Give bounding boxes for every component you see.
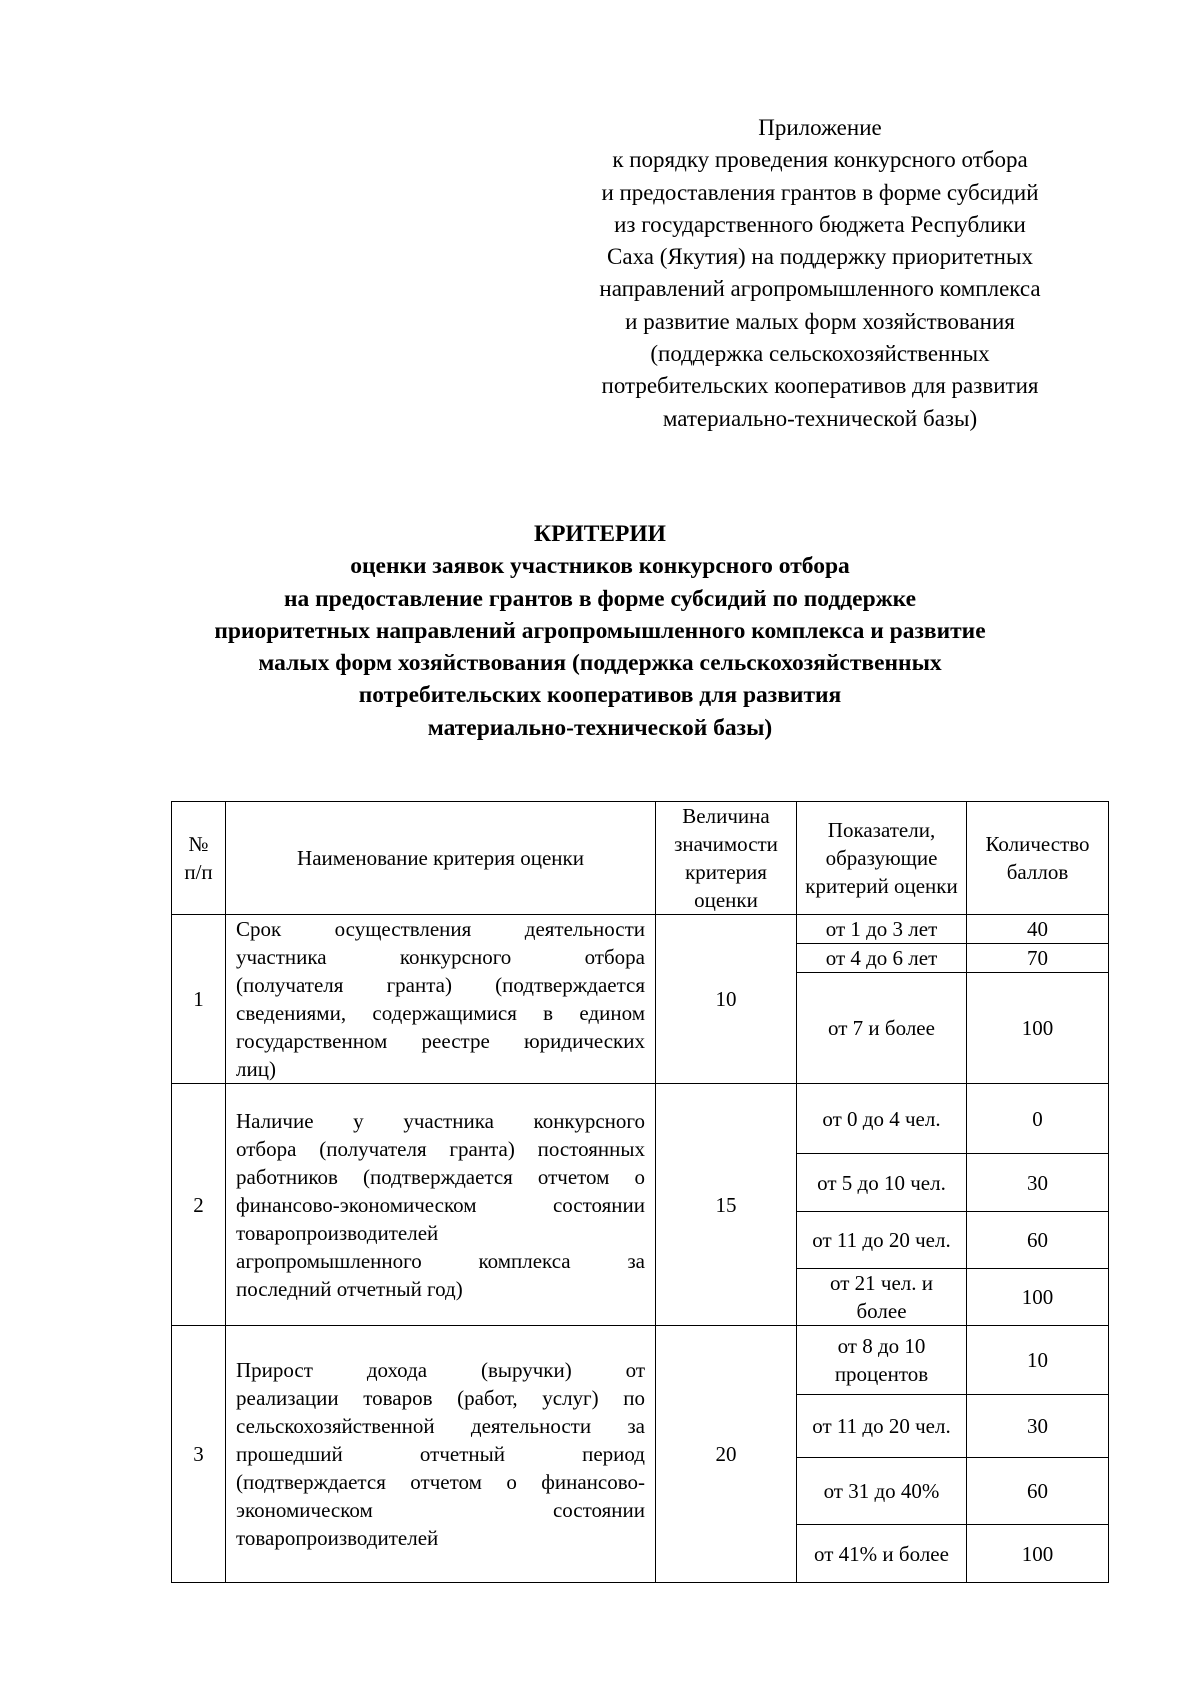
indicator-label: от 31 до 40% bbox=[797, 1458, 967, 1525]
table-header-row bbox=[172, 802, 1109, 915]
appendix-line: и развитие малых форм хозяйствования bbox=[625, 308, 1015, 334]
indicator-label: от 8 до 10 процентов bbox=[797, 1326, 967, 1395]
row-num: 2 bbox=[172, 1084, 226, 1326]
criterion-line: участника конкурсного отбора bbox=[236, 945, 645, 969]
title-line: приоритетных направлений агропромышленного комплекса и развитие bbox=[214, 617, 986, 644]
indicator-points: 70 bbox=[967, 944, 1109, 973]
indicator-label: от 4 до 6 лет bbox=[797, 944, 967, 973]
header-name: Наименование критерия оценки bbox=[226, 802, 656, 915]
indicator-points: 60 bbox=[967, 1458, 1109, 1525]
title-line: малых форм хозяйствования (поддержка сельскохозяйственных bbox=[258, 650, 942, 677]
title-line: на предоставление грантов в форме субсидий по поддержке bbox=[283, 585, 917, 612]
criterion-line: товаропроизводителей bbox=[236, 1220, 439, 1245]
criterion-line: экономическом состоянии bbox=[236, 1498, 645, 1522]
criterion-text bbox=[226, 1084, 656, 1326]
document-title bbox=[150, 518, 1050, 744]
indicator-points: 60 bbox=[967, 1212, 1109, 1269]
header-points: Количество баллов bbox=[967, 802, 1109, 915]
criterion-text bbox=[226, 1326, 656, 1583]
indicator-points: 40 bbox=[967, 915, 1109, 944]
appendix-line: направлений агропромышленного комплекса bbox=[599, 276, 1041, 302]
title-line: материально-технической базы) bbox=[427, 714, 773, 741]
title-line: потребительских кооперативов для развития bbox=[358, 682, 842, 709]
criterion-line: Срок осуществления деятельности bbox=[236, 917, 645, 941]
appendix-line: и предоставления грантов в форме субсидий bbox=[601, 179, 1039, 205]
appendix-line: потребительских кооперативов для развития bbox=[601, 373, 1039, 399]
criterion-line: реализации товаров (работ, услуг) по bbox=[236, 1386, 645, 1410]
criterion-line: (получателя гранта) (подтверждается bbox=[236, 973, 645, 997]
indicator-points: 100 bbox=[967, 1525, 1109, 1583]
criterion-line: прошедший отчетный период bbox=[236, 1442, 645, 1466]
criterion-text bbox=[226, 915, 656, 1084]
criterion-line: финансово-экономическом состоянии bbox=[236, 1192, 645, 1217]
appendix-line: из государственного бюджета Республики bbox=[614, 211, 1026, 237]
indicator-points: 30 bbox=[967, 1154, 1109, 1212]
title-heading: КРИТЕРИИ bbox=[534, 521, 666, 547]
criterion-line: работников (подтверждается отчетом о bbox=[236, 1164, 645, 1189]
table-row bbox=[172, 1326, 1109, 1395]
title-line: оценки заявок участников конкурсного отбора bbox=[350, 553, 850, 580]
criterion-line: Прирост дохода (выручки) от bbox=[236, 1358, 645, 1382]
appendix-line: материально-технической базы) bbox=[662, 405, 978, 431]
appendix-header bbox=[540, 112, 1100, 435]
appendix-line: Приложение bbox=[758, 115, 882, 140]
criterion-weight: 20 bbox=[656, 1326, 797, 1583]
indicator-label: от 0 до 4 чел. bbox=[797, 1084, 967, 1154]
criterion-line: (подтверждается отчетом о финансово- bbox=[236, 1470, 645, 1494]
header-indicators: Показатели, образующие критерий оценки bbox=[797, 802, 967, 915]
criterion-line: товаропроизводителей bbox=[236, 1526, 439, 1550]
indicator-label: от 11 до 20 чел. bbox=[797, 1212, 967, 1269]
indicator-label: от 5 до 10 чел. bbox=[797, 1154, 967, 1212]
indicator-points: 100 bbox=[967, 1269, 1109, 1326]
criterion-line: лиц) bbox=[236, 1057, 276, 1081]
indicator-points: 30 bbox=[967, 1395, 1109, 1458]
criterion-line: агропромышленного комплекса за bbox=[236, 1248, 645, 1273]
indicator-label: от 11 до 20 чел. bbox=[797, 1395, 967, 1458]
row-num: 3 bbox=[172, 1326, 226, 1583]
criterion-line: государственном реестре юридических bbox=[236, 1029, 645, 1053]
indicator-label: от 1 до 3 лет bbox=[797, 915, 967, 944]
header-num: № п/п bbox=[172, 802, 226, 915]
appendix-line: (поддержка сельскохозяйственных bbox=[650, 341, 990, 367]
criterion-line: сведениями, содержащимися в едином bbox=[236, 1001, 645, 1025]
criterion-weight: 10 bbox=[656, 915, 797, 1084]
header-weight: Величина значимости критерия оценки bbox=[656, 802, 797, 915]
indicator-label: от 7 и более bbox=[797, 973, 967, 1084]
indicator-label: от 21 чел. и более bbox=[797, 1269, 967, 1326]
appendix-line: Саха (Якутия) на поддержку приоритетных bbox=[607, 244, 1033, 270]
appendix-line: к порядку проведения конкурсного отбора bbox=[612, 147, 1028, 173]
row-num: 1 bbox=[172, 915, 226, 1084]
criterion-line: последний отчетный год) bbox=[236, 1276, 463, 1301]
indicator-points: 0 bbox=[967, 1084, 1109, 1154]
criterion-line: Наличие у участника конкурсного bbox=[236, 1108, 645, 1133]
criterion-line: сельскохозяйственной деятельности за bbox=[236, 1414, 645, 1438]
criterion-line: отбора (получателя гранта) постоянных bbox=[236, 1136, 645, 1161]
table-row bbox=[172, 915, 1109, 944]
indicator-label: от 41% и более bbox=[797, 1525, 967, 1583]
table-row bbox=[172, 1084, 1109, 1154]
indicator-points: 100 bbox=[967, 973, 1109, 1084]
criterion-weight: 15 bbox=[656, 1084, 797, 1326]
indicator-points: 10 bbox=[967, 1326, 1109, 1395]
criteria-table bbox=[171, 801, 1109, 1583]
